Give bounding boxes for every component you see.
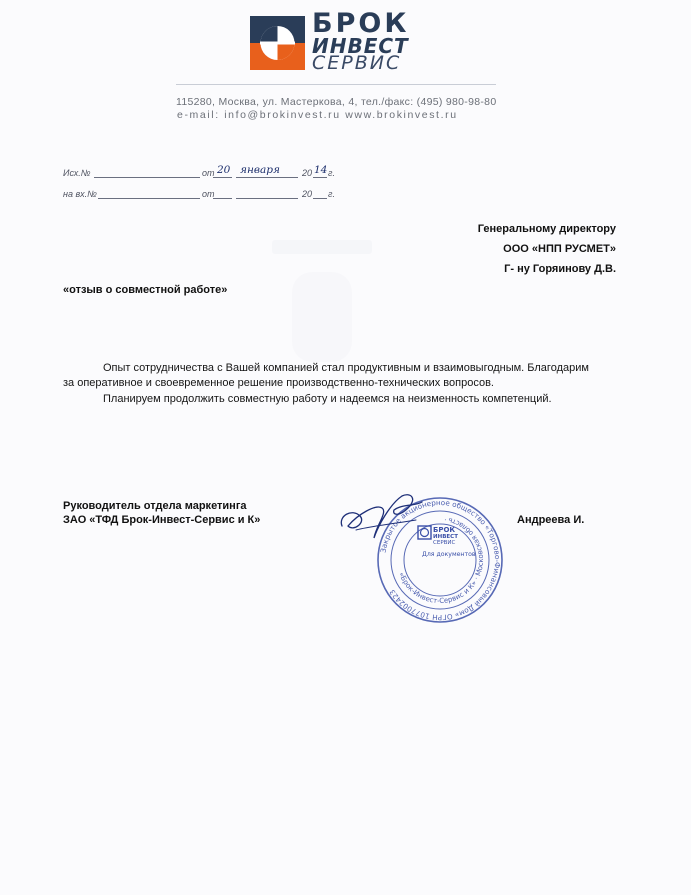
logo-word-servis: СЕРВИС bbox=[312, 52, 402, 74]
logo-word-brok: БРОК bbox=[312, 8, 410, 39]
incoming-date-label: от bbox=[202, 189, 215, 199]
body-paragraph-1-line-1: Опыт сотрудничества с Вашей компанией стал продуктивным и взаимовыгодным. Благодарим bbox=[103, 362, 589, 374]
letter-subject: «отзыв о совместной работе» bbox=[63, 284, 228, 296]
outgoing-date-label: от bbox=[202, 168, 215, 178]
addressee-title: Генеральному директору bbox=[477, 223, 616, 235]
incoming-year-prefix: 20 bbox=[302, 189, 313, 199]
incoming-year-suffix: г. bbox=[328, 189, 335, 199]
signatory-name: Андреева И. bbox=[517, 514, 585, 526]
outgoing-year-suffix: г. bbox=[328, 168, 335, 178]
company-email-website: e-mail: info@brokinvest.ru www.brokinvest.ru bbox=[177, 109, 458, 121]
incoming-year-field bbox=[313, 188, 327, 199]
stamp-logo-word-1: БРОК bbox=[433, 526, 456, 534]
incoming-number-field bbox=[98, 188, 200, 199]
outgoing-year: 14 bbox=[314, 164, 328, 176]
signatory-company: ЗАО «ТФД Брок-Инвест-Сервис и К» bbox=[63, 514, 261, 526]
outgoing-number-field bbox=[94, 167, 200, 178]
stamp-inner-text: «Брок-Инвест-Сервис и К» · Московская область · bbox=[397, 515, 486, 606]
stamp-logo-word-3: СЕРВИС bbox=[433, 540, 456, 546]
handwritten-signature bbox=[336, 486, 426, 548]
logo-word-invest: ИНВЕСТ bbox=[312, 34, 409, 58]
outgoing-day: 20 bbox=[217, 164, 231, 176]
stamp-outer-text: Закрытое акционерное общество «Торгово-Финансовый Дом» ОГРН 1077002423 bbox=[378, 497, 503, 623]
addressee-name: Г- ну Горяинову Д.В. bbox=[504, 263, 616, 275]
incoming-day-field bbox=[213, 188, 232, 199]
signatory-position: Руководитель отдела маркетинга bbox=[63, 500, 247, 512]
header-divider bbox=[176, 84, 496, 85]
stamp-logo-word-2: ИНВЕСТ bbox=[433, 534, 458, 540]
stamp-purpose: Для документов bbox=[422, 551, 476, 558]
company-address: 115280, Москва, ул. Мастеркова, 4, тел./факс: (495) 980-98-80 bbox=[176, 96, 497, 108]
addressee-company: ООО «НПП РУСМЕТ» bbox=[503, 243, 616, 255]
body-paragraph-1-line-2: за оперативное и своевременное решение производственно-технических вопросов. bbox=[63, 377, 494, 389]
body-paragraph-2: Планируем продолжить совместную работу и надеемся на неизменность компетенций. bbox=[103, 393, 552, 405]
outgoing-year-prefix: 20 bbox=[302, 168, 313, 178]
outgoing-number-label: Исх.№ bbox=[63, 168, 91, 178]
company-logo-icon bbox=[250, 16, 305, 70]
incoming-month-field bbox=[236, 188, 298, 199]
incoming-number-label: на вх.№ bbox=[63, 189, 97, 199]
outgoing-month: января bbox=[240, 164, 280, 176]
